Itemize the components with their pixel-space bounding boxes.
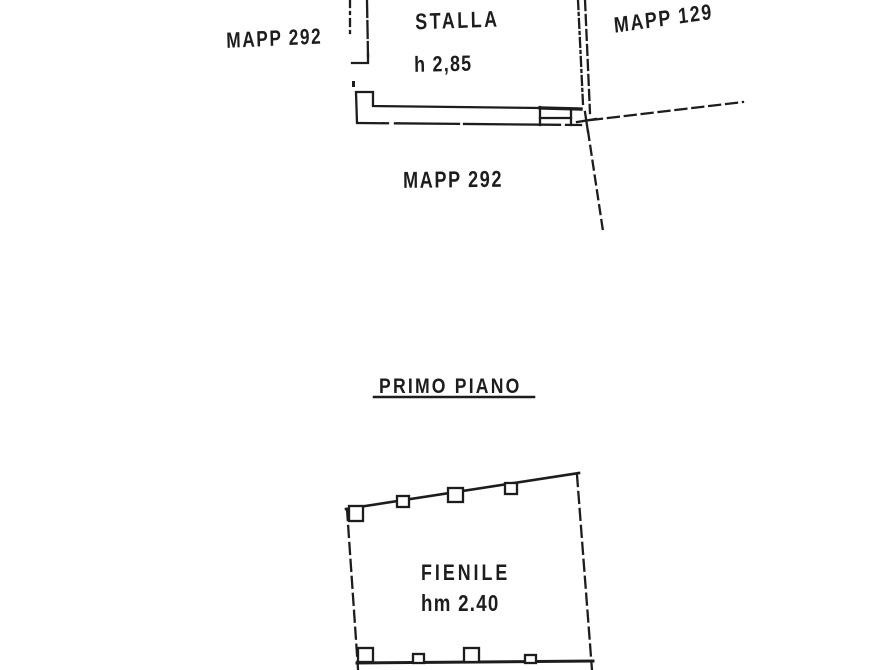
boundary-junction-vertical-tick bbox=[585, 112, 588, 132]
fienile-top-pillar-4 bbox=[505, 483, 517, 494]
fienile-bottom-pillar-4 bbox=[525, 655, 536, 663]
stalla-window-top-line bbox=[540, 108, 581, 109]
room-height-label-fienile: hm 2.40 bbox=[421, 589, 500, 617]
parcel-label-mapp-292-lower: MAPP 292 bbox=[402, 165, 504, 194]
parcel-boundary-line-south bbox=[588, 131, 603, 231]
fienile-left-edge bbox=[347, 509, 358, 669]
fienile-top-pillar-2 bbox=[397, 496, 409, 507]
parcel-label-mapp-292-upper: MAPP 292 bbox=[225, 24, 323, 54]
fienile-bottom-pillar-1 bbox=[358, 648, 373, 662]
stalla-right-wall-inner-line bbox=[585, 0, 590, 113]
stalla-wall-ink-dot bbox=[352, 81, 355, 87]
room-label-stalla: STALLA bbox=[414, 7, 500, 35]
stalla-right-wall-outer-line bbox=[578, 0, 583, 104]
parcel-label-mapp-129: MAPP 129 bbox=[612, 0, 715, 38]
stalla-left-wall-inner-line bbox=[367, 0, 368, 56]
fienile-top-pillar-1 bbox=[349, 506, 363, 521]
stalla-bottom-wall-bottom-line bbox=[358, 123, 581, 125]
section-title-primo-piano: PRIMO PIANO bbox=[379, 374, 522, 399]
room-label-fienile: FIENILE bbox=[421, 560, 511, 586]
stalla-bottom-wall-top-line bbox=[356, 92, 540, 123]
stalla-left-wall-hook bbox=[352, 54, 368, 63]
fienile-bottom-pillar-2 bbox=[413, 654, 424, 663]
fienile-bottom-pillar-3 bbox=[464, 648, 479, 662]
room-height-label-stalla: h 2,85 bbox=[413, 51, 473, 78]
parcel-boundary-lines bbox=[588, 102, 743, 231]
fienile-top-pillar-3 bbox=[448, 488, 463, 502]
parcel-boundary-line-east bbox=[591, 102, 743, 120]
fienile-right-edge bbox=[577, 475, 592, 670]
